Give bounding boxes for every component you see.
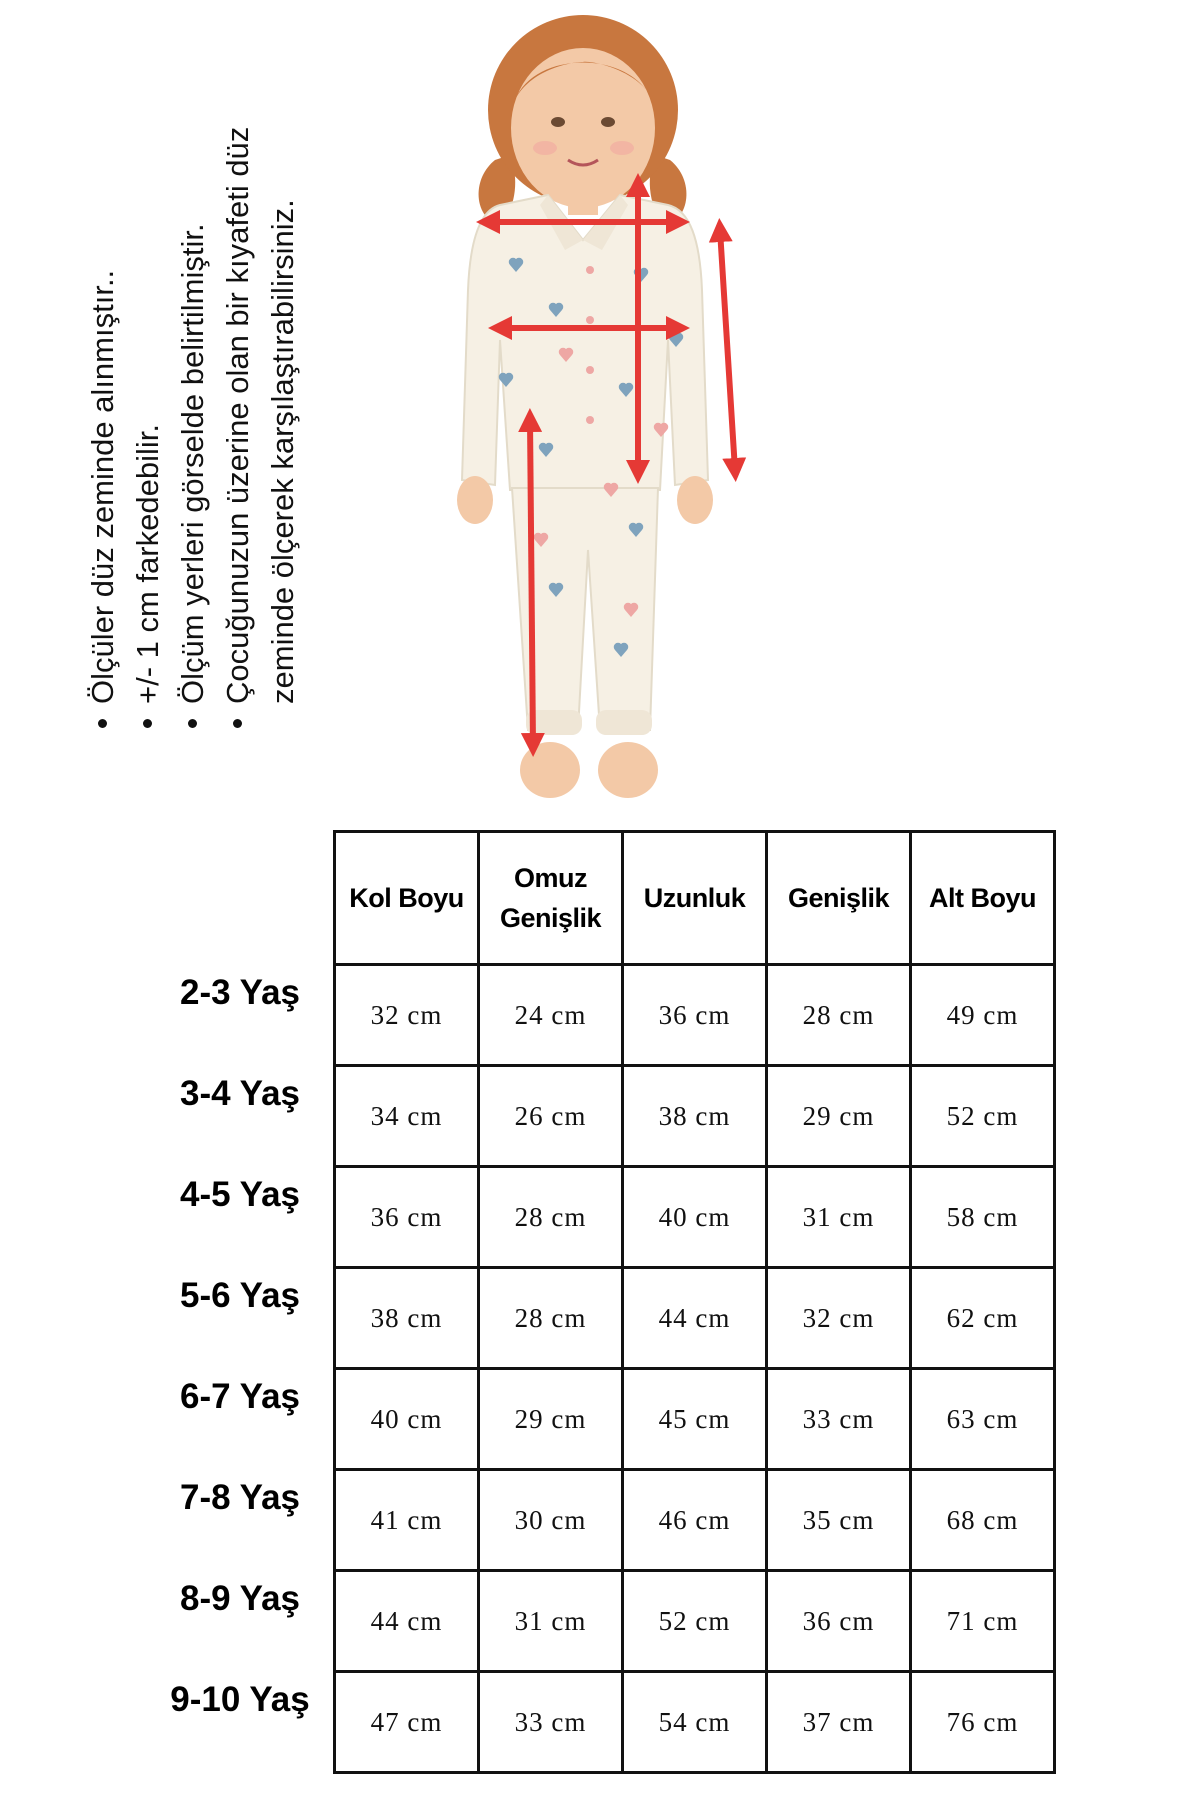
table-cell: 28 cm [767, 965, 911, 1066]
age-label: 3-4 Yaş [179, 1073, 301, 1113]
pants-arrow [530, 420, 533, 745]
table-cell: 46 cm [623, 1470, 767, 1571]
table-cell: 33 cm [767, 1369, 911, 1470]
table-cell: 49 cm [911, 965, 1055, 1066]
table-cell: 38 cm [335, 1268, 479, 1369]
age-labels [150, 962, 330, 1770]
age-label: 2-3 Yaş [179, 972, 301, 1012]
table-cell: 44 cm [623, 1268, 767, 1369]
table-cell: 32 cm [335, 965, 479, 1066]
table-row [335, 1268, 1055, 1369]
size-chart-table [333, 830, 1056, 1774]
table-row [335, 1571, 1055, 1672]
table-row [335, 1167, 1055, 1268]
header-genislik: Genişlik [767, 832, 911, 965]
table-cell: 40 cm [623, 1167, 767, 1268]
table-cell: 38 cm [623, 1066, 767, 1167]
note-item: +/- 1 cm farkedebilir. [125, 90, 170, 704]
table-cell: 63 cm [911, 1369, 1055, 1470]
table-row [335, 1369, 1055, 1470]
age-label: 6-7 Yaş [179, 1376, 301, 1416]
table-cell: 71 cm [911, 1571, 1055, 1672]
note-item: Çocuğunuzun üzerine olan bir kıyafeti düz zeminde ölçerek karşılaştırabilirsiniz. [215, 90, 305, 704]
table-cell: 32 cm [767, 1268, 911, 1369]
table-row [335, 1470, 1055, 1571]
table-cell: 54 cm [623, 1672, 767, 1773]
note-item: Ölçüler düz zeminde alınmıştır.. [80, 90, 125, 704]
table-cell: 29 cm [479, 1369, 623, 1470]
table-cell: 30 cm [479, 1470, 623, 1571]
age-label: 5-6 Yaş [179, 1275, 301, 1315]
table-cell: 29 cm [767, 1066, 911, 1167]
table-cell: 44 cm [335, 1571, 479, 1672]
table-row [335, 1066, 1055, 1167]
table-row [335, 965, 1055, 1066]
table-cell: 45 cm [623, 1369, 767, 1470]
table-row [335, 1672, 1055, 1773]
table-cell: 36 cm [767, 1571, 911, 1672]
table-cell: 34 cm [335, 1066, 479, 1167]
header-uzunluk: Uzunluk [623, 832, 767, 965]
measurement-notes [80, 90, 340, 730]
table-cell: 24 cm [479, 965, 623, 1066]
header-alt-boyu: Alt Boyu [911, 832, 1055, 965]
table-cell: 36 cm [623, 965, 767, 1066]
age-label: 8-9 Yaş [179, 1578, 301, 1618]
table-cell: 47 cm [335, 1672, 479, 1773]
table-cell: 26 cm [479, 1066, 623, 1167]
age-label: 9-10 Yaş [170, 1679, 310, 1719]
table-cell: 40 cm [335, 1369, 479, 1470]
table-cell: 31 cm [767, 1167, 911, 1268]
age-label: 4-5 Yaş [179, 1174, 301, 1214]
table-cell: 28 cm [479, 1268, 623, 1369]
sleeve-arrow [720, 230, 735, 470]
table-cell: 52 cm [911, 1066, 1055, 1167]
table-cell: 58 cm [911, 1167, 1055, 1268]
feet [520, 742, 658, 798]
table-header-row [335, 832, 1055, 965]
table-cell: 28 cm [479, 1167, 623, 1268]
table-cell: 41 cm [335, 1470, 479, 1571]
header-omuz-genislik: Omuz Genişlik [479, 832, 623, 965]
note-item: Ölçüm yerleri görselde belirtilmiştir. [170, 90, 215, 704]
table-cell: 37 cm [767, 1672, 911, 1773]
child-pajama-illustration [440, 10, 770, 810]
table-cell: 68 cm [911, 1470, 1055, 1571]
table-cell: 35 cm [767, 1470, 911, 1571]
table-cell: 62 cm [911, 1268, 1055, 1369]
table-cell: 33 cm [479, 1672, 623, 1773]
age-label: 7-8 Yaş [179, 1477, 301, 1517]
table-cell: 36 cm [335, 1167, 479, 1268]
table-cell: 76 cm [911, 1672, 1055, 1773]
header-kol-boyu: Kol Boyu [335, 832, 479, 965]
pajama-top [462, 195, 708, 490]
table-cell: 52 cm [623, 1571, 767, 1672]
table-cell: 31 cm [479, 1571, 623, 1672]
